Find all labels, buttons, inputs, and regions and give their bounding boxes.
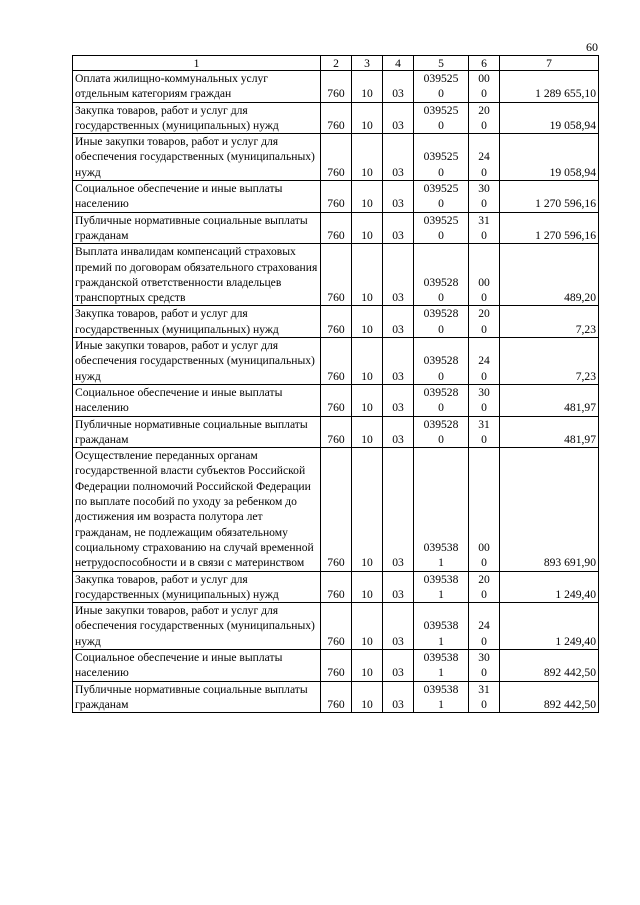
- row-name: Публичные нормативные социальные выплаты гражданам: [73, 212, 321, 244]
- row-col-4: 03: [383, 71, 414, 103]
- header-row: [73, 56, 599, 71]
- row-col-6: 30 0: [469, 384, 500, 416]
- header-col-2: 2: [321, 56, 352, 71]
- row-amount: 892 442,50: [500, 681, 599, 713]
- row-col-4: 03: [383, 649, 414, 681]
- header-col-6: 6: [469, 56, 500, 71]
- table-row: [73, 102, 599, 134]
- header-col-4: 4: [383, 56, 414, 71]
- budget-table: [72, 55, 599, 713]
- row-col-4: 03: [383, 134, 414, 181]
- row-col-5: 039528 0: [414, 384, 469, 416]
- row-col-6: 20 0: [469, 306, 500, 338]
- row-col-6: 00 0: [469, 244, 500, 306]
- table-row: [73, 338, 599, 385]
- row-col-2: 760: [321, 338, 352, 385]
- row-col-3: 10: [352, 306, 383, 338]
- row-col-6: 30 0: [469, 649, 500, 681]
- table-row: [73, 71, 599, 103]
- row-col-5: 039528 0: [414, 338, 469, 385]
- row-col-6: 00 0: [469, 448, 500, 571]
- row-amount: 892 442,50: [500, 649, 599, 681]
- row-amount: 1 249,40: [500, 571, 599, 603]
- row-col-6: 20 0: [469, 102, 500, 134]
- row-col-5: 039528 0: [414, 416, 469, 448]
- header-col-7: 7: [500, 56, 599, 71]
- row-col-2: 760: [321, 416, 352, 448]
- row-col-3: 10: [352, 571, 383, 603]
- row-col-4: 03: [383, 416, 414, 448]
- row-col-6: 20 0: [469, 571, 500, 603]
- row-col-5: 039525 0: [414, 212, 469, 244]
- row-amount: 1 249,40: [500, 603, 599, 650]
- row-name: Осуществление переданных органам государственной власти субъектов Российской Федерации полномочий Российской Федерации по выплате пособий по уходу за ребенком до достижения им возраста полутора лет гражданам, не подлежащим обязательному социальному страхованию на случай временной нетрудоспособности и в связи с материнством: [73, 448, 321, 571]
- row-col-4: 03: [383, 571, 414, 603]
- row-col-2: 760: [321, 681, 352, 713]
- row-name: Иные закупки товаров, работ и услуг для обеспечения государственных (муниципальных) нужд: [73, 603, 321, 650]
- row-name: Закупка товаров, работ и услуг для государственных (муниципальных) нужд: [73, 102, 321, 134]
- row-col-6: 31 0: [469, 416, 500, 448]
- row-col-2: 760: [321, 649, 352, 681]
- row-col-4: 03: [383, 681, 414, 713]
- row-col-5: 039525 0: [414, 181, 469, 213]
- row-amount: 7,23: [500, 306, 599, 338]
- row-name: Оплата жилищно-коммунальных услуг отдельным категориям граждан: [73, 71, 321, 103]
- row-col-2: 760: [321, 448, 352, 571]
- row-amount: 7,23: [500, 338, 599, 385]
- row-col-5: 039538 1: [414, 603, 469, 650]
- row-col-5: 039538 1: [414, 681, 469, 713]
- table-row: [73, 649, 599, 681]
- table-row: [73, 244, 599, 306]
- table-row: [73, 448, 599, 571]
- table-row: [73, 181, 599, 213]
- row-col-3: 10: [352, 649, 383, 681]
- row-col-4: 03: [383, 384, 414, 416]
- row-amount: 481,97: [500, 416, 599, 448]
- row-name: Социальное обеспечение и иные выплаты населению: [73, 649, 321, 681]
- header-col-3: 3: [352, 56, 383, 71]
- row-name: Закупка товаров, работ и услуг для государственных (муниципальных) нужд: [73, 571, 321, 603]
- row-col-6: 00 0: [469, 71, 500, 103]
- row-col-2: 760: [321, 571, 352, 603]
- row-name: Социальное обеспечение и иные выплаты населению: [73, 181, 321, 213]
- row-col-5: 039525 0: [414, 71, 469, 103]
- row-col-2: 760: [321, 603, 352, 650]
- row-col-3: 10: [352, 384, 383, 416]
- row-col-3: 10: [352, 134, 383, 181]
- table-row: [73, 603, 599, 650]
- row-col-6: 24 0: [469, 338, 500, 385]
- row-name: Публичные нормативные социальные выплаты гражданам: [73, 416, 321, 448]
- row-col-3: 10: [352, 603, 383, 650]
- table-header: [73, 56, 599, 71]
- row-col-3: 10: [352, 681, 383, 713]
- row-col-2: 760: [321, 181, 352, 213]
- table-row: [73, 571, 599, 603]
- row-col-6: 31 0: [469, 681, 500, 713]
- row-col-5: 039528 0: [414, 306, 469, 338]
- row-col-2: 760: [321, 306, 352, 338]
- page-number: 60: [586, 40, 598, 54]
- row-col-4: 03: [383, 102, 414, 134]
- row-col-5: 039538 1: [414, 571, 469, 603]
- row-col-2: 760: [321, 212, 352, 244]
- row-col-5: 039538 1: [414, 649, 469, 681]
- table-row: [73, 416, 599, 448]
- row-amount: 481,97: [500, 384, 599, 416]
- row-col-2: 760: [321, 102, 352, 134]
- row-col-5: 039538 1: [414, 448, 469, 571]
- table-row: [73, 681, 599, 713]
- row-col-3: 10: [352, 244, 383, 306]
- header-col-5: 5: [414, 56, 469, 71]
- row-amount: 1 289 655,10: [500, 71, 599, 103]
- row-col-3: 10: [352, 181, 383, 213]
- row-col-4: 03: [383, 212, 414, 244]
- row-name: Социальное обеспечение и иные выплаты населению: [73, 384, 321, 416]
- row-col-5: 039528 0: [414, 244, 469, 306]
- row-col-4: 03: [383, 306, 414, 338]
- table-body: [73, 71, 599, 713]
- row-col-2: 760: [321, 384, 352, 416]
- row-col-6: 24 0: [469, 603, 500, 650]
- row-name: Выплата инвалидам компенсаций страховых премий по договорам обязательного страхования гражданской ответственности владельцев транспортных средств: [73, 244, 321, 306]
- row-col-3: 10: [352, 416, 383, 448]
- row-col-3: 10: [352, 448, 383, 571]
- row-name: Иные закупки товаров, работ и услуг для обеспечения государственных (муниципальных) нужд: [73, 338, 321, 385]
- row-col-4: 03: [383, 244, 414, 306]
- row-col-5: 039525 0: [414, 134, 469, 181]
- row-col-3: 10: [352, 212, 383, 244]
- header-col-1: 1: [73, 56, 321, 71]
- table-row: [73, 306, 599, 338]
- row-col-5: 039525 0: [414, 102, 469, 134]
- row-name: Закупка товаров, работ и услуг для государственных (муниципальных) нужд: [73, 306, 321, 338]
- row-col-4: 03: [383, 603, 414, 650]
- row-col-4: 03: [383, 448, 414, 571]
- row-col-6: 31 0: [469, 212, 500, 244]
- table-row: [73, 134, 599, 181]
- row-col-3: 10: [352, 71, 383, 103]
- row-col-3: 10: [352, 102, 383, 134]
- row-col-3: 10: [352, 338, 383, 385]
- row-amount: 489,20: [500, 244, 599, 306]
- row-col-4: 03: [383, 181, 414, 213]
- row-amount: 1 270 596,16: [500, 181, 599, 213]
- row-name: Публичные нормативные социальные выплаты гражданам: [73, 681, 321, 713]
- row-amount: 19 058,94: [500, 102, 599, 134]
- row-col-6: 30 0: [469, 181, 500, 213]
- row-amount: 1 270 596,16: [500, 212, 599, 244]
- row-col-6: 24 0: [469, 134, 500, 181]
- row-amount: 19 058,94: [500, 134, 599, 181]
- row-col-4: 03: [383, 338, 414, 385]
- row-col-2: 760: [321, 244, 352, 306]
- row-col-2: 760: [321, 71, 352, 103]
- row-amount: 893 691,90: [500, 448, 599, 571]
- row-name: Иные закупки товаров, работ и услуг для обеспечения государственных (муниципальных) нужд: [73, 134, 321, 181]
- table-row: [73, 384, 599, 416]
- table-row: [73, 212, 599, 244]
- row-col-2: 760: [321, 134, 352, 181]
